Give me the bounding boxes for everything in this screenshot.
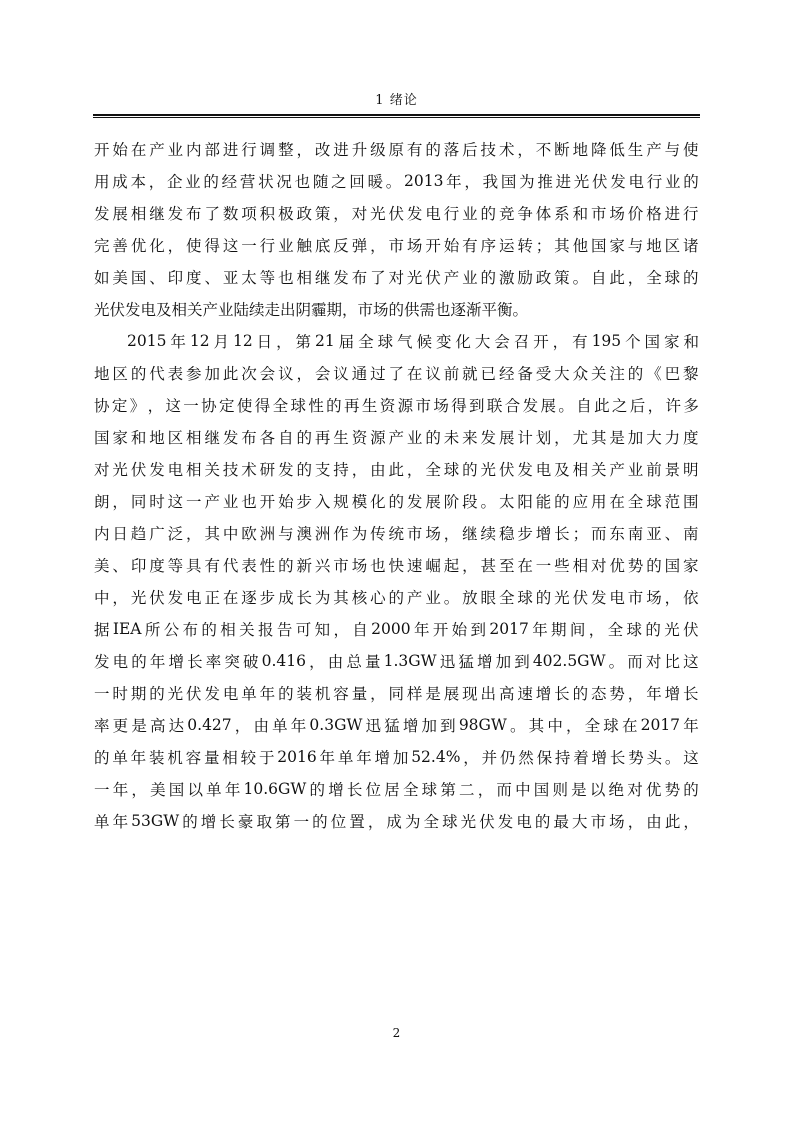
text-line: 朗 ， 同 时 这 一 产 业 也 开 始 步 入 规 模 化 的 发 展 阶 段 。 太 阳 能 的 应 用 在 全 球 范 围 <box>94 493 699 511</box>
text-line: 完 善 优 化 ， 使 得 这 一 行 业 触 底 反 弹 ， 市 场 开 始 有 序 运 转 ； 其 他 国 家 与 地 区 诸 <box>94 237 699 255</box>
paragraph <box>94 325 699 837</box>
text-line: 国 家 和 地 区 相 继 发 布 各 自 的 再 生 资 源 产 业 的 未 来 发 展 计 划 ， 尤 其 是 加 大 力 度 <box>94 429 699 447</box>
text-line: 2015 年 12 月 12 日 ， 第 21 届 全 球 气 候 变 化 大 会 召 开 ， 有 195 个 国 家 和 <box>127 332 699 351</box>
paragraph <box>94 133 699 325</box>
header-rule-thick <box>93 114 700 116</box>
header-rule-thin <box>93 117 700 118</box>
text-line: 内 日 趋 广 泛 ， 其 中 欧 洲 与 澳 洲 作 为 传 统 市 场 ， 继 续 稳 步 增 长 ； 而 东 南 亚 、 南 <box>94 525 699 543</box>
text-line: 中 ， 光 伏 发 电 正 在 逐 步 成 长 为 其 核 心 的 产 业 。 放 眼 全 球 的 光 伏 发 电 市 场 ， 依 <box>94 589 699 607</box>
text-line: 对 光 伏 发 电 相 关 技 术 研 发 的 支 持 ， 由 此 ， 全 球 的 光 伏 发 电 及 相 关 产 业 前 景 明 <box>94 461 699 479</box>
text-line: 发 展 相 继 发 布 了 数 项 积 极 政 策 ， 对 光 伏 发 电 行 业 的 竞 争 体 系 和 市 场 价 格 进 行 <box>94 205 699 223</box>
text-line: 如 美 国 、 印 度 、 亚 太 等 也 相 继 发 布 了 对 光 伏 产 业 的 激 励 政 策 。 自 此 ， 全 球 的 <box>94 269 699 287</box>
header-rule <box>93 114 700 118</box>
text-line: 协 定 》 ， 这 一 协 定 使 得 全 球 性 的 再 生 资 源 市 场 得 到 联 合 发 展 。 自 此 之 后 ， 许 多 <box>94 397 699 415</box>
text-line: 地 区 的 代 表 参 加 此 次 会 议 ， 会 议 通 过 了 在 议 前 就 已 经 备 受 大 众 关 注 的 《 巴 黎 <box>94 365 699 383</box>
text-line: 一 时 期 的 光 伏 发 电 单 年 的 装 机 容 量 ， 同 样 是 展 现 出 高 速 增 长 的 态 势 ， 年 增 长 <box>94 685 699 703</box>
running-header: 1 绪论 <box>375 93 418 108</box>
text-line: 美 、 印 度 等 具 有 代 表 性 的 新 兴 市 场 也 快 速 崛 起 ， 甚 至 在 一 些 相 对 优 势 的 国 家 <box>94 557 699 575</box>
text-line: 用 成 本 ， 企 业 的 经 营 状 况 也 随 之 回 暖 。 2013 年 ， 我 国 为 推 进 光 伏 发 电 行 业 的 <box>94 172 699 191</box>
text-line: 光伏发电及相关产业陆续走出阴霾期，市场的供需也逐渐平衡。 <box>94 301 529 319</box>
text-line: 发 电 的 年 增 长 率 突 破 0.416 ， 由 总 量 1.3GW 迅 猛 增 加 到 402.5GW 。 而 对 比 这 <box>94 652 699 671</box>
text-line: 率 更 是 高 达 0.427 ， 由 单 年 0.3GW 迅 猛 增 加 到 98GW 。 其 中 ， 全 球 在 2017 年 <box>94 716 699 735</box>
text-line: 一 年 ， 美 国 以 单 年 10.6GW 的 增 长 位 居 全 球 第 二 ， 而 中 国 则 是 以 绝 对 优 势 的 <box>94 780 699 799</box>
body-text <box>94 133 699 837</box>
text-line: 据 IEA 所 公 布 的 相 关 报 告 可 知 ， 自 2000 年 开 始 到 2017 年 期 间 ， 全 球 的 光 伏 <box>94 620 699 639</box>
text-line: 单 年 53GW 的 增 长 豪 取 第 一 的 位 置 ， 成 为 全 球 光 伏 发 电 的 最 大 市 场 ， 由 此 ， <box>94 812 699 831</box>
text-line: 开 始 在 产 业 内 部 进 行 调 整 ， 改 进 升 级 原 有 的 落 后 技 术 ， 不 断 地 降 低 生 产 与 使 <box>94 141 699 159</box>
text-line: 的 单 年 装 机 容 量 相 较 于 2016 年 单 年 增 加 52.4% ， 并 仍 然 保 持 着 增 长 势 头 。 这 <box>94 748 699 767</box>
page-number: 2 <box>392 1026 401 1040</box>
